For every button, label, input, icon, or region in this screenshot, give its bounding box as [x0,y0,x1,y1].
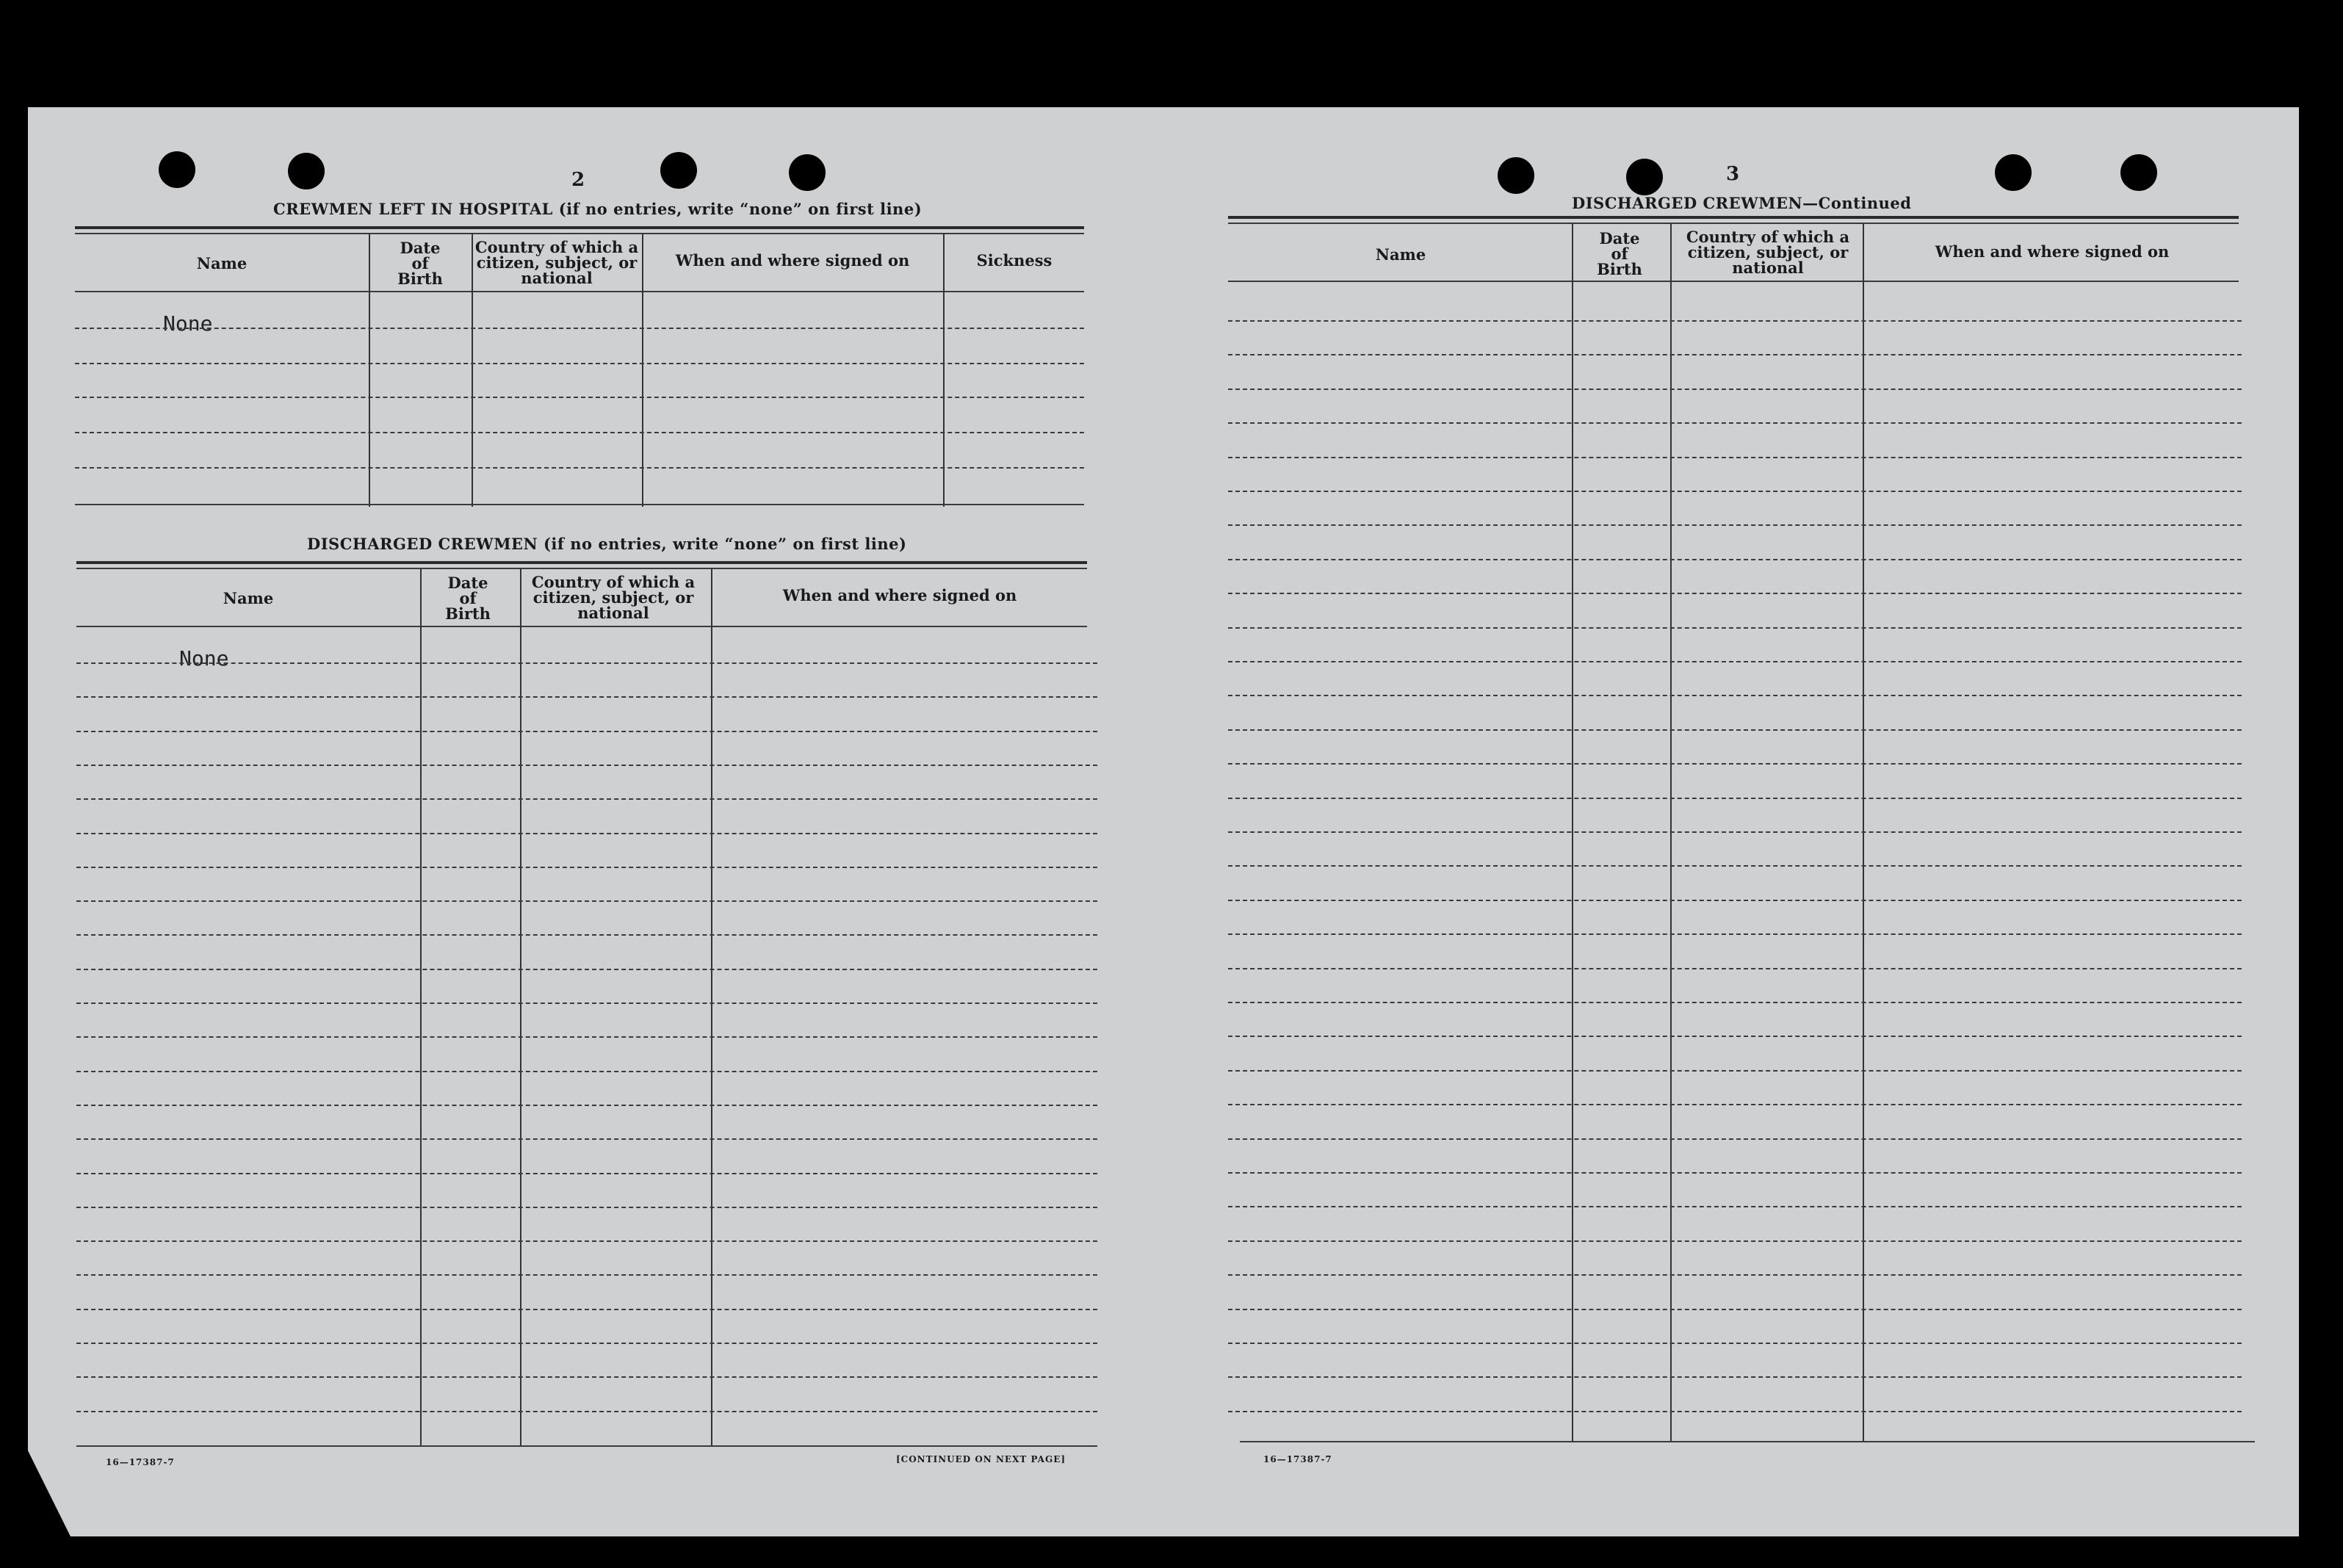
col-header-name: Name [1375,245,1426,264]
entry-line [1228,661,2242,662]
entry-line [1228,695,2242,696]
entry-line [1228,627,2242,629]
discharged-section-title: DISCHARGED CREWMEN (if no entries, write “none” on first line) [307,535,907,553]
entry-line [1228,1002,2242,1003]
entry-line [1228,1104,2242,1105]
col-header-date-of-birth: Date of Birth [397,239,443,288]
entry-line [1228,729,2242,731]
entry-line [76,934,1097,936]
entry-line [76,1411,1097,1412]
col-header-country: Country of which a citizen, subject, or national [474,238,639,287]
col-header-name: Name [223,589,274,607]
col-header-signed-on: When and where signed on [1935,242,2170,261]
entry-line [76,900,1097,902]
form-number: 16—17387-7 [1263,1454,1332,1464]
entry-line [1228,900,2242,901]
entry-line [76,1138,1097,1140]
entry-line [1228,593,2242,594]
entry-line [1228,491,2242,492]
page-number: 3 [1726,163,1740,185]
entry-line [1228,1274,2242,1276]
punch-hole [2120,154,2157,191]
punch-hole [1995,154,2032,191]
entry-line [76,765,1097,766]
entry-line [1228,1036,2242,1037]
entry-line [1228,1172,2242,1174]
entry-line [1228,1309,2242,1310]
entry-line [76,867,1097,868]
entry-line [1228,968,2242,969]
continued-note: [CONTINUED ON NEXT PAGE] [896,1454,1066,1464]
entry-line [1228,933,2242,935]
col-header-country: Country of which a citizen, subject, or national [1686,228,1850,277]
entry-line [76,1274,1097,1276]
entry-line [1228,763,2242,765]
col-header-date-of-birth: Date of Birth [445,574,491,623]
entry-line [1228,1206,2242,1207]
entry-line [1228,831,2242,833]
entry-line [76,833,1097,834]
entry-line [76,662,1097,664]
entry-line [1228,354,2242,355]
col-header-signed-on: When and where signed on [782,586,1017,604]
entry-line [1228,524,2242,526]
entry-line [76,696,1097,698]
punch-hole [789,154,826,191]
hospital-entry: None [163,311,213,336]
punch-hole [288,153,325,189]
entry-line [76,1071,1097,1072]
entry-line [76,1207,1097,1208]
entry-line [76,1343,1097,1344]
punch-hole [660,152,697,189]
entry-line [76,1002,1097,1004]
entry-line [76,1173,1097,1174]
discharged-entry: None [179,646,229,671]
col-header-country: Country of which a citizen, subject, or national [531,573,696,622]
form-number: 16—17387-7 [106,1457,175,1467]
entry-line [1228,1376,2242,1378]
entry-line [1228,1343,2242,1344]
entry-line [1228,389,2242,390]
col-header-sickness: Sickness [976,251,1053,270]
entry-line [76,969,1097,970]
entry-line [76,1240,1097,1242]
entry-line [76,1036,1097,1038]
col-header-date-of-birth: Date of Birth [1597,229,1642,278]
entry-line [76,1105,1097,1106]
discharged-continued-title: DISCHARGED CREWMEN—Continued [1572,194,1912,212]
punch-hole [1626,159,1663,195]
entry-line [1228,1070,2242,1072]
entry-line [76,1376,1097,1378]
entry-line [1228,1240,2242,1242]
page-number: 2 [571,169,585,191]
col-header-name: Name [196,254,248,272]
entry-line [1228,1411,2242,1412]
entry-line [1228,865,2242,867]
entry-line [1228,559,2242,560]
entry-line [1228,320,2242,322]
entry-line [1228,798,2242,799]
entry-line [1228,1138,2242,1140]
col-header-signed-on: When and where signed on [675,251,910,270]
punch-hole [159,151,195,188]
entry-line [76,731,1097,732]
entry-line [76,798,1097,800]
entry-line [76,1309,1097,1310]
entry-line [1228,422,2242,424]
entry-line [1228,457,2242,458]
hospital-section-title: CREWMEN LEFT IN HOSPITAL (if no entries, write “none” on first line) [273,200,923,218]
punch-hole [1498,157,1534,194]
